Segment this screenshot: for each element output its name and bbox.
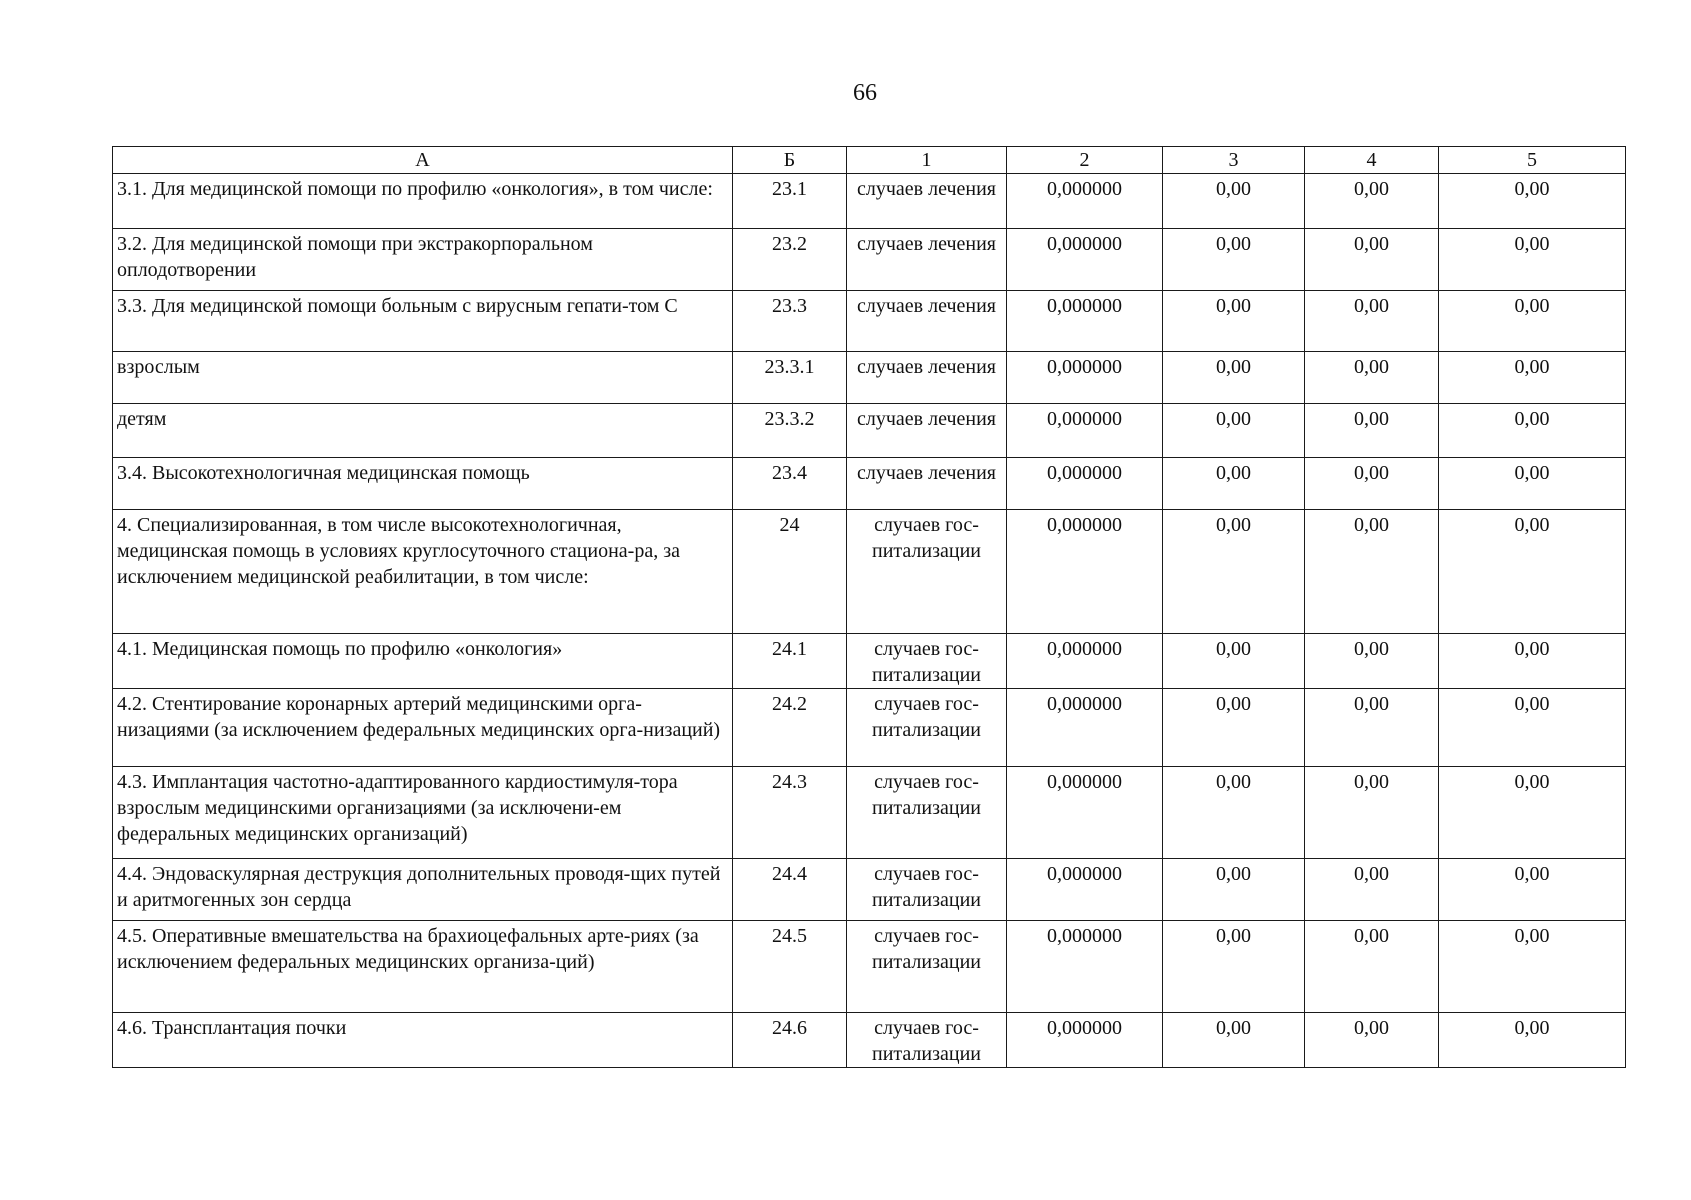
header-col-1: 1 xyxy=(847,147,1007,174)
row-unit: случаев лечения xyxy=(847,229,1007,291)
row-unit: случаев гос-питализации xyxy=(847,859,1007,921)
row-value-2: 0,000000 xyxy=(1007,921,1163,1013)
row-value-2: 0,000000 xyxy=(1007,859,1163,921)
row-value-5: 0,00 xyxy=(1439,859,1626,921)
data-table xyxy=(112,146,1626,1068)
table-row xyxy=(113,352,1626,404)
table-row xyxy=(113,859,1626,921)
row-value-5: 0,00 xyxy=(1439,174,1626,229)
row-value-5: 0,00 xyxy=(1439,634,1626,689)
row-value-3: 0,00 xyxy=(1163,767,1305,859)
row-value-3: 0,00 xyxy=(1163,404,1305,458)
row-value-2: 0,000000 xyxy=(1007,352,1163,404)
table-row xyxy=(113,229,1626,291)
row-value-4: 0,00 xyxy=(1305,767,1439,859)
row-value-3: 0,00 xyxy=(1163,291,1305,352)
row-value-5: 0,00 xyxy=(1439,352,1626,404)
row-value-5: 0,00 xyxy=(1439,921,1626,1013)
row-value-3: 0,00 xyxy=(1163,921,1305,1013)
row-name: взрослым xyxy=(113,352,733,404)
table-row xyxy=(113,1013,1626,1068)
row-code: 24.4 xyxy=(733,859,847,921)
row-value-5: 0,00 xyxy=(1439,510,1626,634)
row-unit: случаев гос-питализации xyxy=(847,767,1007,859)
row-value-2: 0,000000 xyxy=(1007,404,1163,458)
row-value-2: 0,000000 xyxy=(1007,229,1163,291)
row-name: 3.3. Для медицинской помощи больным с вирусным гепати-том С xyxy=(113,291,733,352)
row-code: 23.1 xyxy=(733,174,847,229)
row-name: 4. Специализированная, в том числе высокотехнологичная, медицинская помощь в условиях круглосуточного стациона-ра, за исключением медицинской реабилитации, в том числе: xyxy=(113,510,733,634)
row-value-3: 0,00 xyxy=(1163,458,1305,510)
row-value-2: 0,000000 xyxy=(1007,767,1163,859)
row-code: 24.6 xyxy=(733,1013,847,1068)
row-value-4: 0,00 xyxy=(1305,689,1439,767)
header-col-b: Б xyxy=(733,147,847,174)
header-col-2: 2 xyxy=(1007,147,1163,174)
row-value-4: 0,00 xyxy=(1305,174,1439,229)
row-value-2: 0,000000 xyxy=(1007,291,1163,352)
row-unit: случаев гос-питализации xyxy=(847,689,1007,767)
row-unit: случаев гос-питализации xyxy=(847,634,1007,689)
row-value-2: 0,000000 xyxy=(1007,510,1163,634)
row-name: 3.1. Для медицинской помощи по профилю «онкология», в том числе: xyxy=(113,174,733,229)
row-code: 24.3 xyxy=(733,767,847,859)
row-value-4: 0,00 xyxy=(1305,352,1439,404)
row-code: 23.3 xyxy=(733,291,847,352)
page-number: 66 xyxy=(853,80,877,106)
row-value-5: 0,00 xyxy=(1439,689,1626,767)
row-value-2: 0,000000 xyxy=(1007,1013,1163,1068)
row-unit: случаев лечения xyxy=(847,404,1007,458)
row-value-5: 0,00 xyxy=(1439,229,1626,291)
row-value-4: 0,00 xyxy=(1305,859,1439,921)
row-value-5: 0,00 xyxy=(1439,1013,1626,1068)
row-value-2: 0,000000 xyxy=(1007,634,1163,689)
row-name: 3.4. Высокотехнологичная медицинская помощь xyxy=(113,458,733,510)
row-name: 4.3. Имплантация частотно-адаптированного кардиостимуля-тора взрослым медицинскими организациями (за исключени-ем федеральных медицинских организаций) xyxy=(113,767,733,859)
row-name: 4.1. Медицинская помощь по профилю «онкология» xyxy=(113,634,733,689)
row-value-3: 0,00 xyxy=(1163,352,1305,404)
row-value-3: 0,00 xyxy=(1163,859,1305,921)
row-code: 23.3.2 xyxy=(733,404,847,458)
row-unit: случаев гос-питализации xyxy=(847,921,1007,1013)
table-row xyxy=(113,689,1626,767)
header-col-a: А xyxy=(113,147,733,174)
row-value-4: 0,00 xyxy=(1305,229,1439,291)
row-value-4: 0,00 xyxy=(1305,510,1439,634)
table-row xyxy=(113,291,1626,352)
row-code: 23.3.1 xyxy=(733,352,847,404)
row-name: 4.4. Эндоваскулярная деструкция дополнительных проводя-щих путей и аритмогенных зон сердца xyxy=(113,859,733,921)
row-value-4: 0,00 xyxy=(1305,404,1439,458)
table-row xyxy=(113,174,1626,229)
table-row xyxy=(113,458,1626,510)
row-name: детям xyxy=(113,404,733,458)
row-code: 24 xyxy=(733,510,847,634)
row-code: 24.5 xyxy=(733,921,847,1013)
row-code: 24.2 xyxy=(733,689,847,767)
row-code: 24.1 xyxy=(733,634,847,689)
row-value-2: 0,000000 xyxy=(1007,689,1163,767)
row-unit: случаев гос-питализации xyxy=(847,510,1007,634)
row-value-3: 0,00 xyxy=(1163,174,1305,229)
row-value-5: 0,00 xyxy=(1439,404,1626,458)
row-value-3: 0,00 xyxy=(1163,229,1305,291)
header-col-4: 4 xyxy=(1305,147,1439,174)
row-value-4: 0,00 xyxy=(1305,1013,1439,1068)
row-code: 23.4 xyxy=(733,458,847,510)
row-value-3: 0,00 xyxy=(1163,510,1305,634)
table-row xyxy=(113,634,1626,689)
row-value-2: 0,000000 xyxy=(1007,174,1163,229)
row-value-3: 0,00 xyxy=(1163,689,1305,767)
row-unit: случаев лечения xyxy=(847,174,1007,229)
row-name: 4.6. Трансплантация почки xyxy=(113,1013,733,1068)
row-value-3: 0,00 xyxy=(1163,1013,1305,1068)
row-unit: случаев лечения xyxy=(847,458,1007,510)
table-row xyxy=(113,921,1626,1013)
row-code: 23.2 xyxy=(733,229,847,291)
row-unit: случаев лечения xyxy=(847,352,1007,404)
row-value-4: 0,00 xyxy=(1305,921,1439,1013)
header-col-5: 5 xyxy=(1439,147,1626,174)
row-name: 4.2. Стентирование коронарных артерий медицинскими орга-низациями (за исключением федеральных медицинских орга-низаций) xyxy=(113,689,733,767)
header-col-3: 3 xyxy=(1163,147,1305,174)
table-row xyxy=(113,404,1626,458)
row-value-5: 0,00 xyxy=(1439,458,1626,510)
table-row xyxy=(113,510,1626,634)
row-unit: случаев лечения xyxy=(847,291,1007,352)
row-value-4: 0,00 xyxy=(1305,458,1439,510)
row-value-3: 0,00 xyxy=(1163,634,1305,689)
row-value-5: 0,00 xyxy=(1439,767,1626,859)
row-unit: случаев гос-питализации xyxy=(847,1013,1007,1068)
table-header-row xyxy=(113,147,1626,174)
row-value-5: 0,00 xyxy=(1439,291,1626,352)
row-name: 3.2. Для медицинской помощи при экстракорпоральном оплодотворении xyxy=(113,229,733,291)
row-value-4: 0,00 xyxy=(1305,634,1439,689)
row-value-2: 0,000000 xyxy=(1007,458,1163,510)
row-value-4: 0,00 xyxy=(1305,291,1439,352)
row-name: 4.5. Оперативные вмешательства на брахиоцефальных арте-риях (за исключением федеральных медицинских организа-ций) xyxy=(113,921,733,1013)
table-row xyxy=(113,767,1626,859)
